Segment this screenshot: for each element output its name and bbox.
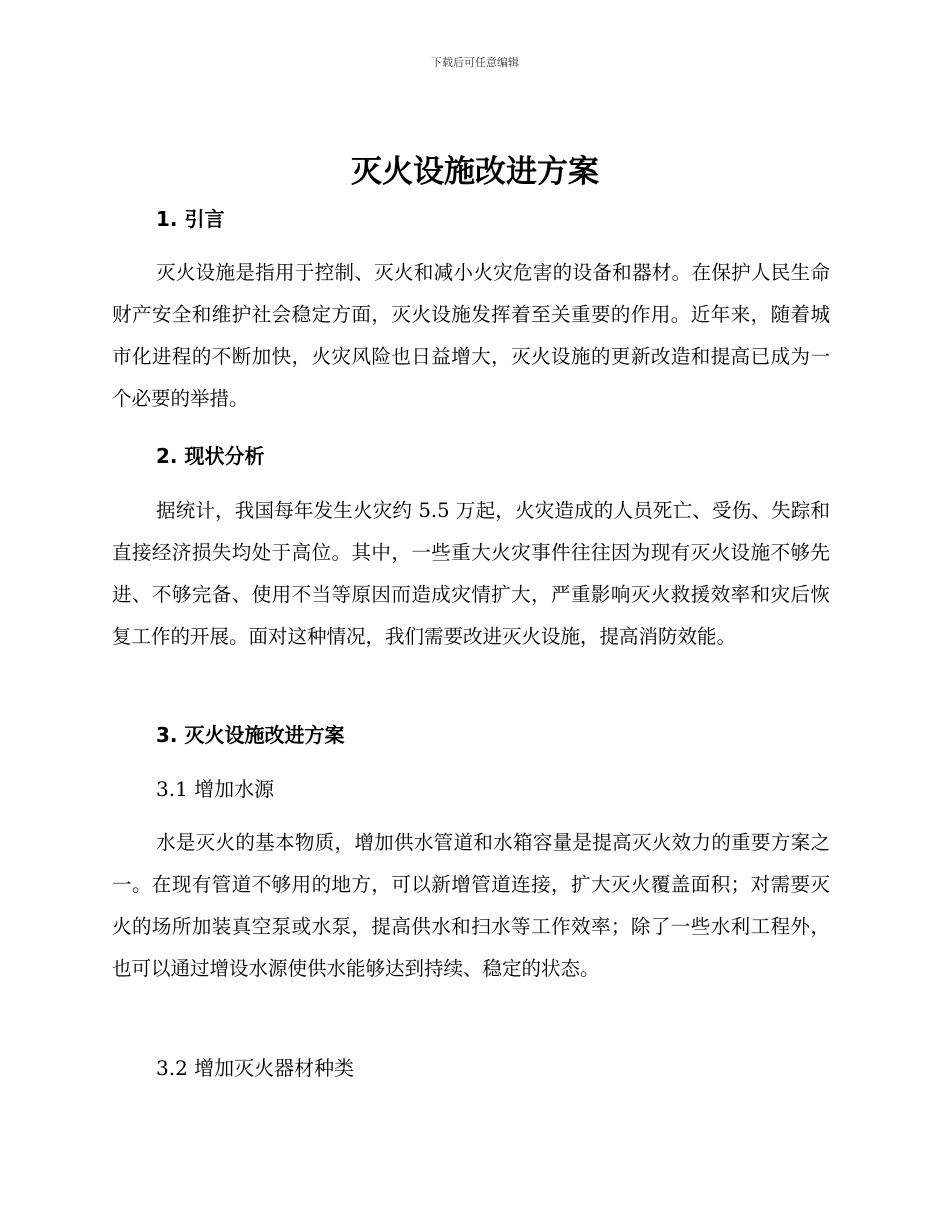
paragraph-introduction: 灭火设施是指用于控制、灭火和减小火灾危害的设备和器材。在保护人民生命财产安全和维护社会稳定方面，灭火设施发挥着至关重要的作用。近年来，随着城市化进程的不断加快，火灾风险也日益增大，灭火设施的更新改造和提高已成为一个必要的举措。 [112, 261, 830, 410]
section-heading-status-analysis: 2. 现状分析 [156, 444, 265, 468]
subsection-heading-water-source: 3.1 增加水源 [156, 777, 275, 801]
paragraph-water-source: 水是灭火的基本物质，增加供水管道和水箱容量是提高灭火效力的重要方案之一。在现有管道不够用的地方，可以新增管道连接，扩大灭火覆盖面积；对需要灭火的场所加装真空泵或水泵，提高供水和扫水等工作效率；除了一些水利工程外，也可以通过增设水源使供水能够达到持续、稳定的状态。 [112, 831, 830, 980]
page-header-note: 下载后可任意编辑 [431, 56, 519, 69]
subsection-heading-equipment-types: 3.2 增加灭火器材种类 [156, 1056, 355, 1080]
section-heading-introduction: 1. 引言 [156, 207, 225, 231]
section-heading-improvement-plan: 3. 灭火设施改进方案 [156, 723, 345, 747]
paragraph-status-analysis: 据统计，我国每年发生火灾约 5.5 万起，火灾造成的人员死亡、受伤、失踪和直接经济损失均处于高位。其中，一些重大火灾事件往往因为现有灭火设施不够先进、不够完备、使用不当等原因而造成灾情扩大，严重影响灭火救援效率和灾后恢复工作的开展。面对这种情况，我们需要改进灭火设施，提高消防效能。 [112, 499, 830, 648]
document-title: 灭火设施改进方案 [351, 154, 599, 190]
